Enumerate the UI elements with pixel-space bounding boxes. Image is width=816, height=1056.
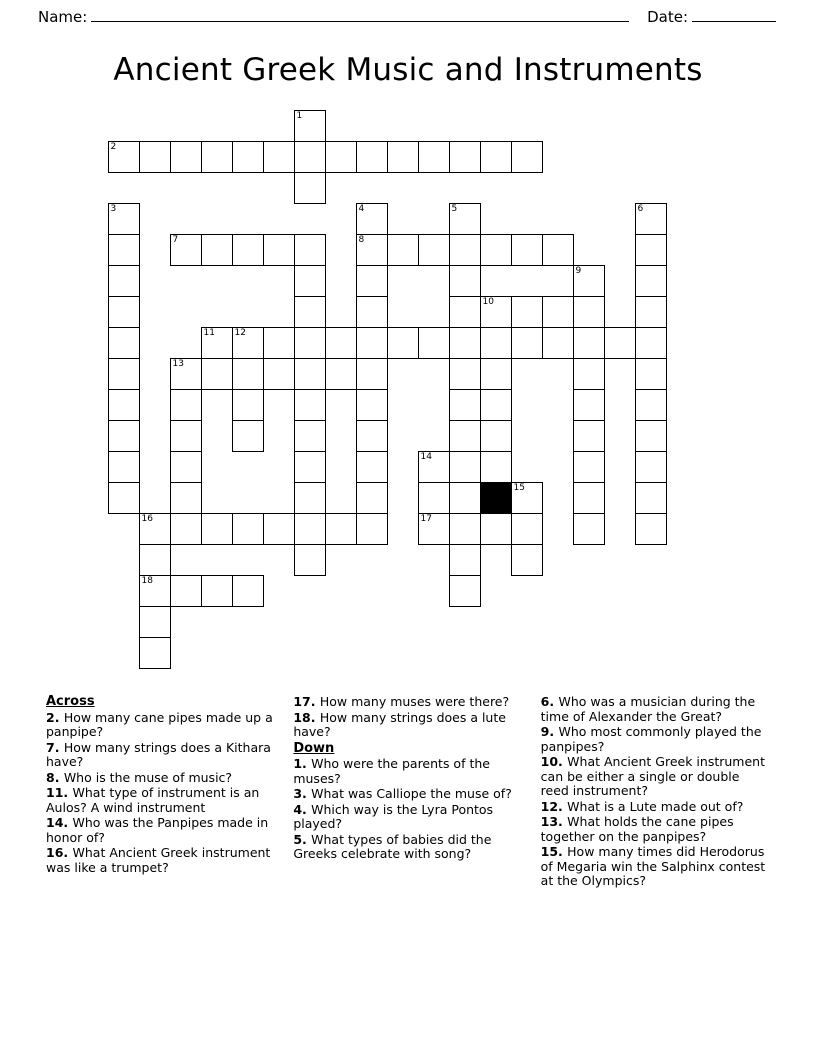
clue-text: Which way is the Lyra Pontos played? <box>293 801 494 831</box>
grid-cell[interactable] <box>294 420 326 452</box>
grid-cell[interactable] <box>449 544 481 576</box>
clue-text: What Ancient Greek instrument was like a trumpet? <box>46 845 271 875</box>
clue-across-17 <box>293 695 522 710</box>
grid-cell[interactable] <box>449 234 481 266</box>
clue-down-15 <box>541 845 770 889</box>
clue-across-11 <box>46 786 275 815</box>
grid-cell[interactable] <box>108 234 140 266</box>
grid-cell[interactable] <box>201 575 233 607</box>
grid-cell[interactable] <box>108 420 140 452</box>
grid-cell-number: 11 <box>203 328 215 338</box>
grid-cell-number: 18 <box>141 576 153 586</box>
grid-cell[interactable] <box>418 327 450 359</box>
grid-cell[interactable] <box>573 451 605 483</box>
grid-cell[interactable] <box>573 265 605 297</box>
grid-cell[interactable] <box>356 265 388 297</box>
grid-cell[interactable] <box>573 389 605 421</box>
name-write-line[interactable] <box>91 9 629 22</box>
grid-cell[interactable] <box>356 296 388 328</box>
grid-cell[interactable] <box>511 482 543 514</box>
grid-cell[interactable] <box>356 141 388 173</box>
clue-text: Who was the Panpipes made in honor of? <box>46 815 269 845</box>
grid-cell[interactable] <box>511 141 543 173</box>
clue-number: 1. <box>293 756 312 771</box>
clue-text: How many strings does a lute have? <box>293 709 506 739</box>
clue-number: 15. <box>540 844 568 859</box>
clue-down-6 <box>541 695 770 724</box>
grid-cell[interactable] <box>604 327 636 359</box>
grid-cell[interactable] <box>139 141 171 173</box>
clue-down-13 <box>541 815 770 844</box>
grid-cell[interactable] <box>356 513 388 545</box>
clue-down-12 <box>541 800 770 815</box>
grid-cell[interactable] <box>573 482 605 514</box>
grid-cell-number: 7 <box>172 235 179 245</box>
grid-cell[interactable] <box>511 296 543 328</box>
grid-cell[interactable] <box>449 265 481 297</box>
grid-cell[interactable] <box>542 234 574 266</box>
grid-cell-number: 16 <box>141 514 153 524</box>
grid-cell[interactable] <box>449 420 481 452</box>
grid-cell[interactable] <box>232 141 264 173</box>
grid-cell[interactable] <box>294 234 326 266</box>
grid-cell[interactable] <box>449 327 481 359</box>
grid-cell[interactable] <box>449 296 481 328</box>
clue-text: Who most commonly played the panpipes? <box>540 724 762 754</box>
grid-cell[interactable] <box>139 575 171 607</box>
grid-cell[interactable] <box>387 234 419 266</box>
grid-cell[interactable] <box>232 575 264 607</box>
clue-number: 7. <box>46 739 64 755</box>
grid-cell[interactable] <box>573 327 605 359</box>
grid-cell-number: 4 <box>358 204 365 214</box>
down-heading: Down <box>293 740 335 756</box>
clue-down-10 <box>541 755 770 799</box>
grid-cell[interactable] <box>108 296 140 328</box>
grid-cell[interactable] <box>170 513 202 545</box>
clue-across-7 <box>46 741 275 770</box>
clue-text: What is a Lute made out of? <box>567 798 744 814</box>
grid-cell[interactable] <box>294 141 326 173</box>
grid-cell[interactable] <box>294 358 326 390</box>
grid-cell[interactable] <box>139 513 171 545</box>
grid-cell[interactable] <box>449 203 481 235</box>
clue-number: 4. <box>293 801 312 817</box>
clue-text: Who was a musician during the time of Alexander the Great? <box>540 694 756 724</box>
grid-cell[interactable] <box>573 296 605 328</box>
grid-cell[interactable] <box>635 358 667 390</box>
grid-cell[interactable] <box>356 451 388 483</box>
grid-cell[interactable] <box>294 513 326 545</box>
grid-cell[interactable] <box>635 513 667 545</box>
clue-text: What Ancient Greek instrument can be either a single or double reed instrument? <box>540 754 765 798</box>
crossword-grid-area <box>58 110 758 690</box>
grid-cell[interactable] <box>232 420 264 452</box>
grid-cell-number: 3 <box>110 204 117 214</box>
clue-text: How many muses were there? <box>319 694 510 709</box>
grid-cell[interactable] <box>480 141 512 173</box>
grid-cell[interactable] <box>356 420 388 452</box>
clue-number: 16. <box>46 845 73 860</box>
clues-container <box>46 695 770 889</box>
grid-cell[interactable] <box>108 451 140 483</box>
grid-cell[interactable] <box>294 110 326 142</box>
clue-across-8 <box>46 771 275 786</box>
clue-number: 17. <box>293 694 320 709</box>
grid-cell-number: 14 <box>420 452 432 462</box>
grid-cell[interactable] <box>294 172 326 204</box>
grid-cell[interactable] <box>232 358 264 390</box>
clue-across-14 <box>46 816 275 845</box>
grid-cell[interactable] <box>356 327 388 359</box>
grid-cell-number: 6 <box>637 204 644 214</box>
clue-text: Who were the parents of the muses? <box>293 756 490 786</box>
grid-cell[interactable] <box>108 327 140 359</box>
grid-cell-number: 12 <box>234 328 246 338</box>
grid-cell[interactable] <box>263 327 295 359</box>
grid-cell[interactable] <box>201 358 233 390</box>
grid-cell[interactable] <box>139 637 171 669</box>
grid-cell[interactable] <box>573 358 605 390</box>
clue-down-5 <box>293 833 522 862</box>
grid-cell[interactable] <box>635 296 667 328</box>
grid-cell[interactable] <box>170 389 202 421</box>
crossword-grid[interactable] <box>108 110 708 690</box>
clue-text: How many cane pipes made up a panpipe? <box>46 709 273 739</box>
grid-cell[interactable] <box>108 265 140 297</box>
clue-text: What was Calliope the muse of? <box>311 786 512 801</box>
clue-text: What type of instrument is an Aulos? A wind instrument <box>46 785 260 815</box>
grid-cell[interactable] <box>635 482 667 514</box>
grid-cell[interactable] <box>294 327 326 359</box>
grid-cell[interactable] <box>573 420 605 452</box>
grid-cell[interactable] <box>325 513 357 545</box>
grid-cell[interactable] <box>635 327 667 359</box>
clue-down-3 <box>293 787 522 802</box>
grid-cell[interactable] <box>480 389 512 421</box>
grid-cell[interactable] <box>170 358 202 390</box>
grid-cell[interactable] <box>232 327 264 359</box>
grid-cell[interactable] <box>170 234 202 266</box>
grid-cell-number: 5 <box>451 204 458 214</box>
grid-cell[interactable] <box>232 389 264 421</box>
clue-number: 8. <box>46 769 64 785</box>
grid-cell[interactable] <box>449 513 481 545</box>
clue-down-1 <box>293 757 522 786</box>
grid-cell[interactable] <box>480 234 512 266</box>
clue-number: 6. <box>540 694 559 709</box>
grid-cell[interactable] <box>170 420 202 452</box>
grid-cell-number: 2 <box>110 142 117 152</box>
clue-number: 5. <box>293 831 312 847</box>
grid-cell-number: 15 <box>513 483 525 493</box>
grid-cell[interactable] <box>449 358 481 390</box>
grid-cell[interactable] <box>263 513 295 545</box>
grid-cell[interactable] <box>108 389 140 421</box>
grid-cell[interactable] <box>325 327 357 359</box>
grid-cell[interactable] <box>294 296 326 328</box>
grid-cell[interactable] <box>449 451 481 483</box>
grid-cell[interactable] <box>542 296 574 328</box>
grid-cell[interactable] <box>232 513 264 545</box>
grid-cell[interactable] <box>294 451 326 483</box>
grid-cell[interactable] <box>232 234 264 266</box>
grid-cell[interactable] <box>480 451 512 483</box>
name-date-row <box>0 0 816 26</box>
clue-down-4 <box>293 803 522 832</box>
grid-cell[interactable] <box>356 389 388 421</box>
grid-cell[interactable] <box>418 482 450 514</box>
grid-cell[interactable] <box>108 482 140 514</box>
grid-cell[interactable] <box>170 575 202 607</box>
grid-cell[interactable] <box>170 451 202 483</box>
grid-cell[interactable] <box>108 358 140 390</box>
grid-cell[interactable] <box>294 389 326 421</box>
date-write-line[interactable] <box>692 9 776 22</box>
page-title: Ancient Greek Music and Instruments <box>113 52 703 88</box>
grid-cell[interactable] <box>201 327 233 359</box>
clue-number: 13. <box>540 814 568 829</box>
grid-cell[interactable] <box>511 544 543 576</box>
grid-cell[interactable] <box>511 234 543 266</box>
grid-cell-number: 9 <box>575 266 582 276</box>
grid-cell[interactable] <box>542 327 574 359</box>
grid-cell[interactable] <box>511 327 543 359</box>
grid-cell[interactable] <box>573 513 605 545</box>
grid-cell[interactable] <box>170 141 202 173</box>
grid-cell[interactable] <box>418 141 450 173</box>
grid-cell[interactable] <box>449 389 481 421</box>
grid-cell[interactable] <box>418 234 450 266</box>
grid-cell[interactable] <box>294 265 326 297</box>
clue-text: How many times did Herodorus of Megaria win the Salphinx contest at the Olympics? <box>540 844 766 888</box>
grid-cell[interactable] <box>480 358 512 390</box>
grid-cell[interactable] <box>635 420 667 452</box>
grid-cell[interactable] <box>108 203 140 235</box>
clue-number: 10. <box>540 754 568 769</box>
grid-cell[interactable] <box>201 234 233 266</box>
grid-cell[interactable] <box>418 513 450 545</box>
clue-text: How many strings does a Kithara have? <box>46 739 271 769</box>
grid-cell[interactable] <box>170 482 202 514</box>
grid-cell[interactable] <box>263 358 295 390</box>
grid-cell[interactable] <box>108 141 140 173</box>
grid-cell[interactable] <box>263 141 295 173</box>
grid-cell[interactable] <box>387 141 419 173</box>
grid-cell[interactable] <box>356 358 388 390</box>
grid-cell[interactable] <box>294 482 326 514</box>
grid-cell-number: 1 <box>296 111 303 121</box>
grid-cell[interactable] <box>139 544 171 576</box>
grid-cell[interactable] <box>356 234 388 266</box>
grid-cell[interactable] <box>201 513 233 545</box>
grid-cell[interactable] <box>356 203 388 235</box>
clue-across-16 <box>46 846 275 875</box>
clue-text: Who is the muse of music? <box>63 769 233 785</box>
clue-number: 9. <box>540 724 559 739</box>
clue-number: 2. <box>46 709 64 725</box>
grid-cell[interactable] <box>635 451 667 483</box>
clue-across-2 <box>46 711 275 740</box>
grid-cell[interactable] <box>201 141 233 173</box>
grid-cell[interactable] <box>635 265 667 297</box>
clue-text: What types of babies did the Greeks celebrate with song? <box>293 831 492 861</box>
name-label: Name: <box>38 8 88 26</box>
clue-number: 11. <box>46 785 73 800</box>
grid-cell[interactable] <box>139 606 171 638</box>
clue-down-9 <box>541 725 770 754</box>
grid-cell[interactable] <box>480 296 512 328</box>
clue-text: What holds the cane pipes together on the panpipes? <box>540 814 734 844</box>
grid-cell[interactable] <box>325 141 357 173</box>
grid-cell[interactable] <box>635 234 667 266</box>
clue-number: 3. <box>293 786 312 801</box>
grid-cell[interactable] <box>356 482 388 514</box>
grid-cell-number: 8 <box>358 235 365 245</box>
date-label: Date: <box>647 8 688 26</box>
clue-across-18 <box>293 711 522 740</box>
grid-cell[interactable] <box>263 234 295 266</box>
grid-cell[interactable] <box>480 513 512 545</box>
grid-cell[interactable] <box>635 203 667 235</box>
grid-cell[interactable] <box>449 575 481 607</box>
grid-cell[interactable] <box>480 420 512 452</box>
grid-cell[interactable] <box>418 451 450 483</box>
grid-cell-blocked <box>480 482 512 514</box>
clue-number: 12. <box>540 798 568 814</box>
grid-cell[interactable] <box>449 482 481 514</box>
grid-cell[interactable] <box>635 389 667 421</box>
grid-cell[interactable] <box>449 141 481 173</box>
grid-cell[interactable] <box>480 327 512 359</box>
grid-cell[interactable] <box>511 513 543 545</box>
grid-cell-number: 13 <box>172 359 184 369</box>
grid-cell[interactable] <box>387 327 419 359</box>
clue-number: 14. <box>46 815 73 830</box>
across-heading: Across <box>46 694 95 709</box>
clue-number: 18. <box>293 709 320 725</box>
grid-cell[interactable] <box>325 358 357 390</box>
grid-cell-number: 17 <box>420 514 432 524</box>
grid-cell[interactable] <box>294 544 326 576</box>
grid-cell-number: 10 <box>482 297 494 307</box>
